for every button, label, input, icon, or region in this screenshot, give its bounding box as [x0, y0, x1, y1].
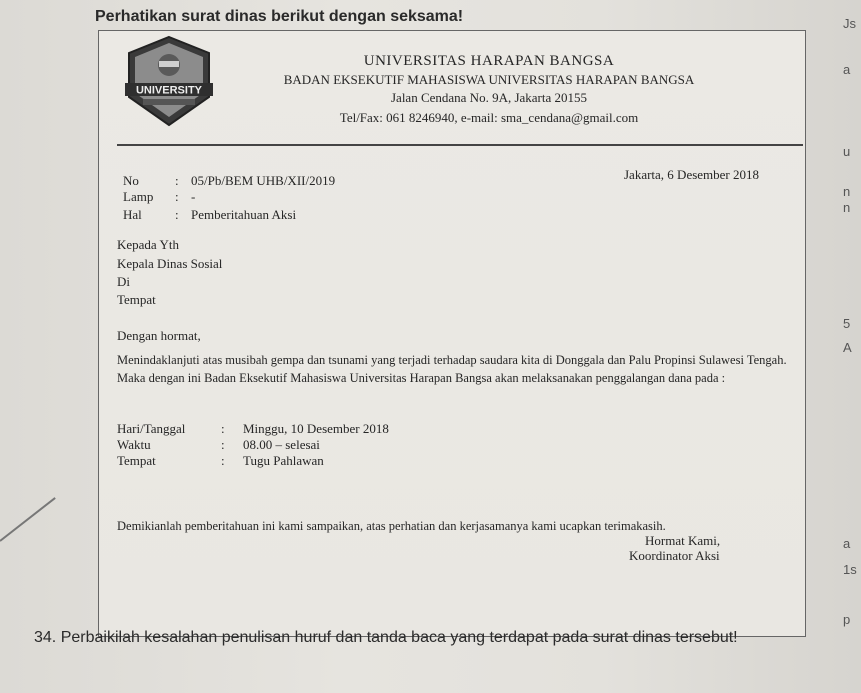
margin-mark: p — [843, 612, 851, 627]
margin-mark: 1s — [843, 562, 857, 577]
official-letter — [98, 30, 806, 637]
meta-value: Pemberitahuan Aksi — [191, 207, 297, 222]
meta-row-subject — [123, 207, 296, 223]
contact-line: Tel/Fax: 061 8246940, e-mail: sma_cendana@gmail.com — [339, 110, 639, 125]
recipient-line: Kepada Yth — [117, 237, 179, 252]
meta-colon: : — [175, 173, 179, 188]
detail-label: Hari/Tanggal — [117, 421, 186, 436]
detail-value: Minggu, 10 Desember 2018 — [243, 421, 389, 436]
detail-value: Tugu Pahlawan — [243, 453, 324, 468]
margin-mark: a — [843, 536, 851, 551]
question-number: 34. — [34, 629, 57, 646]
closing-paragraph: Demikianlah pemberitahuan ini kami sampaikan, atas perhatian dan kerjasamanya kami ucapkan terimakasih. — [117, 519, 666, 533]
margin-mark: a — [843, 62, 851, 77]
instruction-text: Perhatikan surat dinas berikut dengan seksama! — [95, 8, 464, 25]
meta-row-attachment — [123, 189, 195, 205]
greeting: Dengan hormat, — [117, 328, 201, 343]
detail-row-time — [117, 437, 320, 453]
organization-name: BADAN EKSEKUTIF MAHASISWA UNIVERSITAS HARAPAN BANGSA — [283, 72, 695, 87]
detail-colon: : — [221, 421, 225, 436]
letterhead — [239, 53, 739, 126]
margin-mark: u — [843, 144, 851, 159]
meta-label: Lamp — [123, 189, 154, 204]
recipient-line: Di — [117, 274, 130, 289]
header-divider — [117, 144, 803, 146]
university-logo — [121, 35, 217, 127]
detail-row-date — [117, 421, 389, 437]
question-34 — [34, 628, 824, 648]
recipient-line: Kepala Dinas Sosial — [117, 256, 223, 271]
meta-colon: : — [175, 207, 179, 222]
detail-label: Waktu — [117, 437, 151, 452]
recipient-line: Tempat — [117, 292, 156, 307]
margin-mark: n — [843, 184, 851, 199]
detail-value: 08.00 – selesai — [243, 437, 320, 452]
signature-line: Hormat Kami, — [645, 533, 721, 548]
detail-row-place — [117, 453, 324, 469]
detail-colon: : — [221, 437, 225, 452]
letter-date: Jakarta, 6 Desember 2018 — [624, 167, 760, 182]
meta-row-number — [123, 173, 335, 189]
margin-mark: n — [843, 200, 851, 215]
university-name: UNIVERSITAS HARAPAN BANGSA — [363, 53, 615, 69]
meta-colon: : — [175, 189, 179, 204]
meta-label: Hal — [123, 207, 142, 222]
body-paragraph: Menindaklanjuti atas musibah gempa dan tsunami yang terjadi terhadap saudara kita di Donggala dan Palu Propinsi Sulawesi Tengah. Maka dengan ini Badan Eksekutif Mahasiswa Universitas Harapan Bangsa akan melaksanakan penggalangan dana pada : — [117, 353, 787, 385]
detail-colon: : — [221, 453, 225, 468]
margin-mark: Js — [843, 16, 856, 31]
logo-text: UNIVERSITY — [135, 84, 203, 97]
meta-value: 05/Pb/BEM UHB/XII/2019 — [191, 173, 336, 188]
pen-stroke — [0, 497, 56, 542]
meta-value: - — [191, 189, 196, 204]
meta-label: No — [123, 173, 139, 188]
signature-line: Koordinator Aksi — [629, 548, 720, 563]
question-text: Perbaikilah kesalahan penulisan huruf dan tanda baca yang terdapat pada surat dinas tersebut! — [60, 629, 738, 646]
margin-mark: 5 — [843, 316, 851, 331]
detail-label: Tempat — [117, 453, 156, 468]
margin-mark: A — [843, 340, 852, 355]
address-line: Jalan Cendana No. 9A, Jakarta 20155 — [390, 90, 588, 105]
